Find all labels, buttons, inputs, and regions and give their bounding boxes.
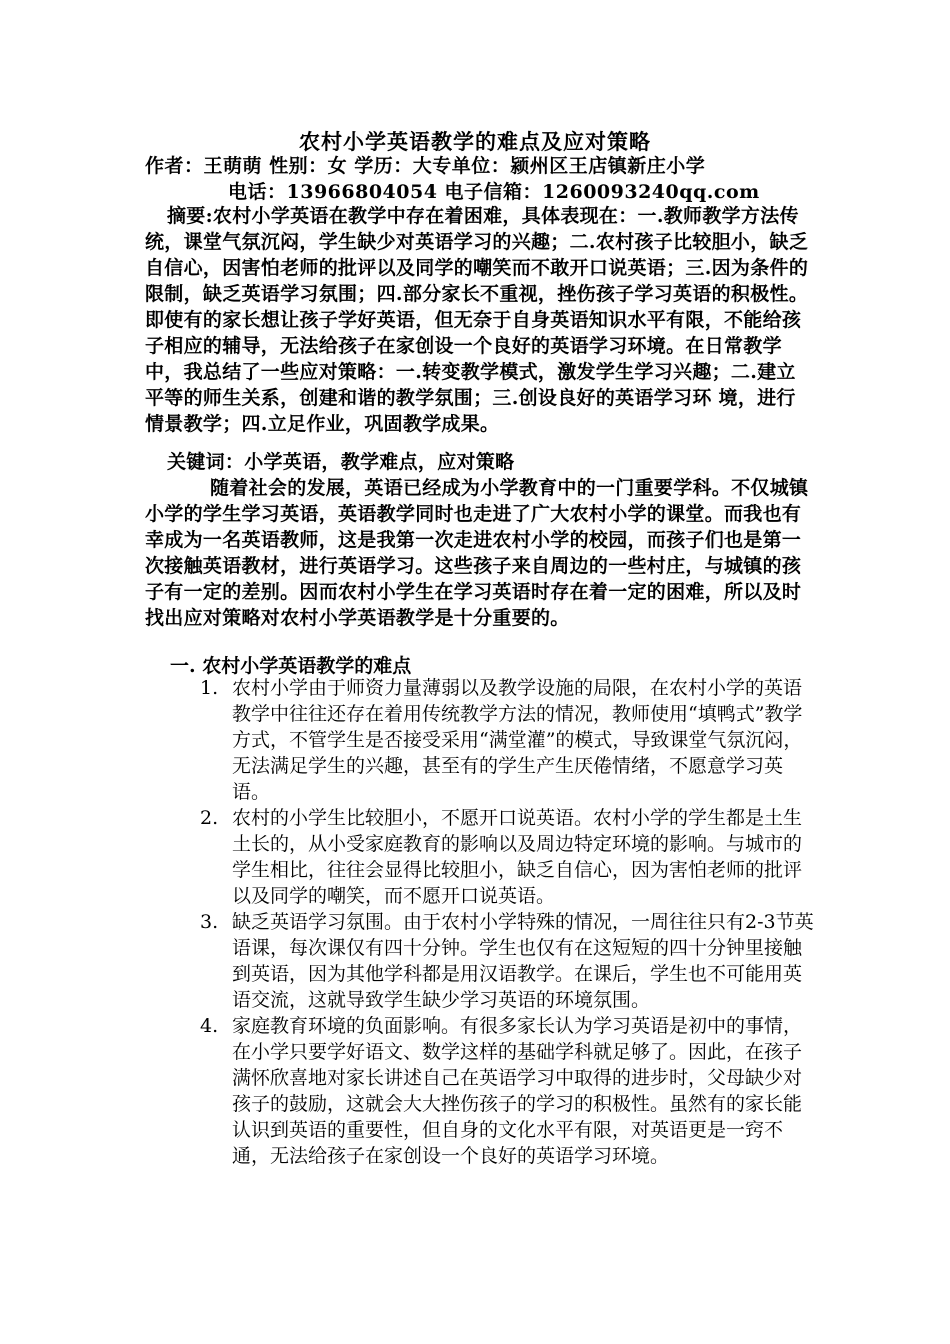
list-item bbox=[200, 909, 815, 1013]
list-item-text: 农村小学由于师资力量薄弱以及教学设施的局限，在农村小学的英语教学中往往还存在着用传统教学方法的情况，教师使用“填鸭式”教学方式，不管学生是否接受采用“满堂灌”的模式，导致课堂气氛沉闷，无法满足学生的兴趣，甚至有的学生产生厌倦情绪，不愿意学习英语。 bbox=[232, 677, 803, 803]
list-item-text: 家庭教育环境的负面影响。有很多家长认为学习英语是初中的事情，在小学只要学好语文、数学这样的基础学科就足够了。因此，在孩子满怀欣喜地对家长讲述自己在英语学习中取得的进步时，父母缺少对孩子的鼓励，这就会大大挫伤孩子的学习的积极性。虽然有的家长能认识到英语的重要性，但自身的文化水平有限，对英语更是一窍不通，无法给孩子在家创设一个良好的英语学习环境。 bbox=[232, 1015, 803, 1167]
list-item bbox=[200, 805, 815, 909]
list-item-number: 2. bbox=[200, 807, 219, 829]
list-item-text: 农村的小学生比较胆小，不愿开口说英语。农村小学的学生都是土生土长的，从小受家庭教育的影响以及周边特定环境的影响。与城市的学生相比，往往会显得比较胆小，缺乏自信心，因为害怕老师的批评以及同学的嘲笑，而不愿开口说英语。 bbox=[232, 807, 803, 907]
list-item bbox=[200, 675, 815, 805]
section-heading: 一. 农村小学英语教学的难点 bbox=[170, 655, 412, 677]
list-item-number: 3. bbox=[200, 911, 219, 933]
intro-paragraph: 随着社会的发展，英语已经成为小学教育中的一门重要学科。不仅城镇小学的学生学习英语，英语教学同时也走进了广大农村小学的课堂。而我也有幸成为一名英语教师，这是我第一次走进农村小学的校园，而孩子们也是第一次接触英语教材，进行英语学习。这些孩子来自周边的一些村庄，与城镇的孩子有一定的差别。因而农村小学生在学习英语时存在着一定的困难，所以及时找出应对策略对农村小学英语教学是十分重要的。 bbox=[145, 477, 809, 629]
difficulty-list bbox=[200, 675, 815, 1169]
abstract-paragraph: 摘要:农村小学英语在教学中存在着困难，具体表现在：一.教师教学方法传统，课堂气氛沉闷，学生缺少对英语学习的兴趣；二.农村孩子比较胆小，缺乏自信心，因害怕老师的批评以及同学的嘲笑而不敢开口说英语；三.因为条件的限制，缺乏英语学习氛围；四.部分家长不重视，挫伤孩子学习英语的积极性。即使有的家长想让孩子学好英语，但无奈于自身英语知识水平有限，不能给孩子相应的辅导，无法给孩子在家创设一个良好的英语学习环境。在日常教学中，我总结了一些应对策略：一.转变教学模式，激发学生学习兴趣；二.建立平等的师生关系，创建和谐的教学氛围；三.创设良好的英语学习环 境，进行情景教学；四.立足作业，巩固教学成果。 bbox=[145, 205, 809, 435]
keywords-line: 关键词：小学英语，教学难点，应对策略 bbox=[167, 451, 515, 473]
list-item-text: 缺乏英语学习氛围。由于农村小学特殊的情况，一周往往只有2-3节英语课，每次课仅有四十分钟。学生也仅有在这短短的四十分钟里接触到英语，因为其他学科都是用汉语教学。在课后，学生也不可能用英语交流，这就导致学生缺少学习英语的环境氛围。 bbox=[232, 911, 814, 1011]
list-item-number: 4. bbox=[200, 1015, 219, 1037]
author-line: 作者：王萌萌 性别：女 学历：大专单位：颍州区王店镇新庄小学 bbox=[145, 155, 706, 177]
list-item-number: 1. bbox=[200, 677, 219, 699]
list-item bbox=[200, 1013, 815, 1169]
contact-line: 电话：13966804054 电子信箱：1260093240qq.com bbox=[228, 181, 760, 203]
document-title: 农村小学英语教学的难点及应对策略 bbox=[299, 130, 651, 154]
